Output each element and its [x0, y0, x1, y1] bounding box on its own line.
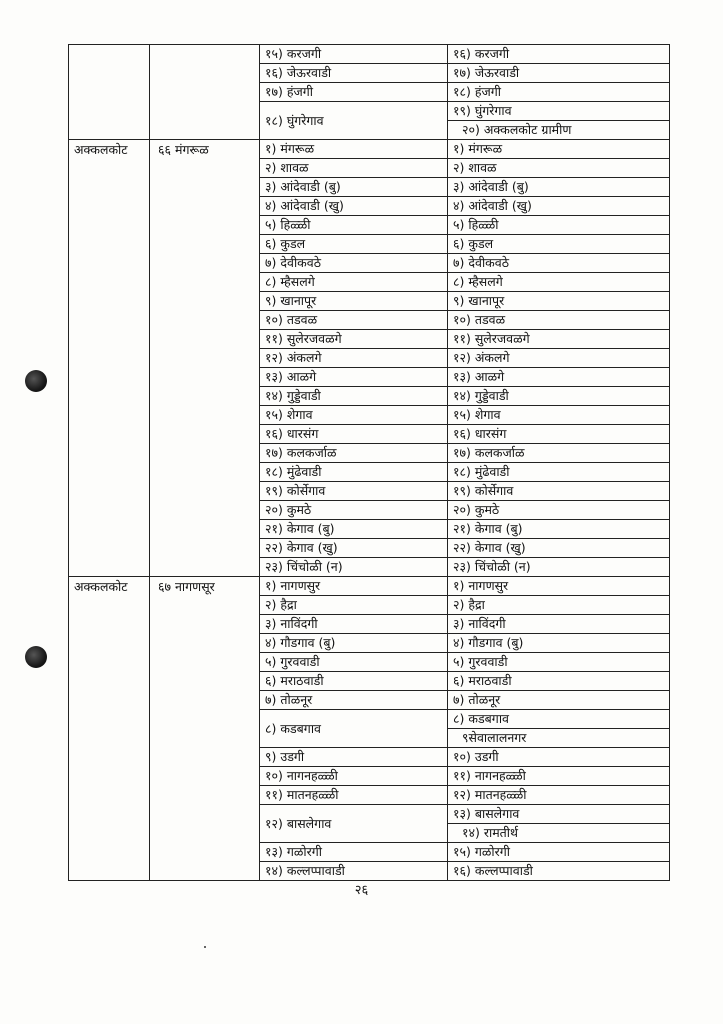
old-village-cell: १९) कोर्सेगाव — [260, 482, 448, 501]
new-village-cell: १२) मातनहळ्ळी — [448, 786, 670, 805]
old-village-cell: १७) हंजगी — [260, 83, 448, 102]
village-table — [68, 44, 670, 881]
new-village-cell: ५) गुरववाडी — [448, 653, 670, 672]
new-village-cell: ६) मराठवाडी — [448, 672, 670, 691]
old-village-cell: १६) जेऊरवाडी — [260, 64, 448, 83]
new-village-cell: ९सेवालालनगर — [448, 729, 670, 748]
new-village-cell: १८) मुंढेवाडी — [448, 463, 670, 482]
new-village-cell: २) हैद्रा — [448, 596, 670, 615]
old-village-cell: १०) तडवळ — [260, 311, 448, 330]
table-row — [69, 45, 670, 64]
new-village-cell: ५) हिळ्ळी — [448, 216, 670, 235]
village-table-body — [69, 45, 670, 881]
old-village-cell: ७) देवीकवठे — [260, 254, 448, 273]
new-village-cell: १९) घुंगरेगाव — [448, 102, 670, 121]
new-village-cell: ७) देवीकवठे — [448, 254, 670, 273]
new-village-cell: २०) अक्कलकोट ग्रामीण — [448, 121, 670, 140]
new-village-cell: ८) कडबगाव — [448, 710, 670, 729]
old-village-cell: २०) कुमठे — [260, 501, 448, 520]
new-village-cell: १३) आळगे — [448, 368, 670, 387]
old-village-cell: १२) बासलेगाव — [260, 805, 448, 843]
new-village-cell: १६) धारसंग — [448, 425, 670, 444]
new-village-cell: १४) गुड्डेवाडी — [448, 387, 670, 406]
revenue-circle-cell — [150, 45, 260, 140]
old-village-cell: २२) केगाव (खु) — [260, 539, 448, 558]
old-village-cell: ४) आंदेवाडी (खु) — [260, 197, 448, 216]
old-village-cell: ७) तोळनूर — [260, 691, 448, 710]
old-village-cell: १३) गळोरगी — [260, 843, 448, 862]
punch-hole — [25, 646, 47, 668]
new-village-cell: ४) आंदेवाडी (खु) — [448, 197, 670, 216]
old-village-cell: १८) घुंगरेगाव — [260, 102, 448, 140]
revenue-circle-cell: ६७ नागणसूर — [150, 577, 260, 881]
new-village-cell: ६) कुडल — [448, 235, 670, 254]
old-village-cell: ५) गुरववाडी — [260, 653, 448, 672]
scan-speck — [204, 946, 206, 948]
new-village-cell: १७) जेऊरवाडी — [448, 64, 670, 83]
new-village-cell: १२) अंकलगे — [448, 349, 670, 368]
old-village-cell: १५) करजगी — [260, 45, 448, 64]
old-village-cell: १८) मुंढेवाडी — [260, 463, 448, 482]
old-village-cell: ४) गौडगाव (बु) — [260, 634, 448, 653]
old-village-cell: ९) उडगी — [260, 748, 448, 767]
old-village-cell: ८) कडबगाव — [260, 710, 448, 748]
old-village-cell: ६) कुडल — [260, 235, 448, 254]
old-village-cell: ५) हिळ्ळी — [260, 216, 448, 235]
old-village-cell: ३) नाविंदगी — [260, 615, 448, 634]
new-village-cell: ४) गौडगाव (बु) — [448, 634, 670, 653]
new-village-cell: २१) केगाव (बु) — [448, 520, 670, 539]
old-village-cell: २३) चिंचोळी (न) — [260, 558, 448, 577]
old-village-cell: ११) सुलेरजवळगे — [260, 330, 448, 349]
new-village-cell: २०) कुमठे — [448, 501, 670, 520]
old-village-cell: ८) म्हैसलगे — [260, 273, 448, 292]
old-village-cell: १०) नागनहळ्ळी — [260, 767, 448, 786]
new-village-cell: १८) हंजगी — [448, 83, 670, 102]
new-village-cell: २३) चिंचोळी (न) — [448, 558, 670, 577]
new-village-cell: १३) बासलेगाव — [448, 805, 670, 824]
old-village-cell: १) नागणसुर — [260, 577, 448, 596]
taluka-cell: अक्कलकोट — [69, 140, 150, 577]
new-village-cell: १) नागणसुर — [448, 577, 670, 596]
old-village-cell: १२) अंकलगे — [260, 349, 448, 368]
old-village-cell: १) मंगरूळ — [260, 140, 448, 159]
new-village-cell: १५) गळोरगी — [448, 843, 670, 862]
old-village-cell: २) शावळ — [260, 159, 448, 178]
old-village-cell: १५) शेगाव — [260, 406, 448, 425]
table-row — [69, 577, 670, 596]
new-village-cell: २२) केगाव (खु) — [448, 539, 670, 558]
old-village-cell: १४) गुड्डेवाडी — [260, 387, 448, 406]
old-village-cell: ३) आंदेवाडी (बु) — [260, 178, 448, 197]
revenue-circle-cell: ६६ मंगरूळ — [150, 140, 260, 577]
page-number: २६ — [354, 883, 369, 898]
new-village-cell: १४) रामतीर्थ — [448, 824, 670, 843]
taluka-cell — [69, 45, 150, 140]
old-village-cell: १७) कलकर्जाळ — [260, 444, 448, 463]
new-village-cell: १५) शेगाव — [448, 406, 670, 425]
new-village-cell: ८) म्हैसलगे — [448, 273, 670, 292]
taluka-cell: अक्कलकोट — [69, 577, 150, 881]
punch-hole — [25, 370, 47, 392]
new-village-cell: १९) कोर्सेगाव — [448, 482, 670, 501]
new-village-cell: १) मंगरूळ — [448, 140, 670, 159]
new-village-cell: ११) सुलेरजवळगे — [448, 330, 670, 349]
old-village-cell: ६) मराठवाडी — [260, 672, 448, 691]
old-village-cell: ११) मातनहळ्ळी — [260, 786, 448, 805]
new-village-cell: २) शावळ — [448, 159, 670, 178]
new-village-cell: १०) तडवळ — [448, 311, 670, 330]
old-village-cell: १३) आळगे — [260, 368, 448, 387]
old-village-cell: २१) केगाव (बु) — [260, 520, 448, 539]
new-village-cell: १६) कल्लप्पावाडी — [448, 862, 670, 881]
old-village-cell: ९) खानापूर — [260, 292, 448, 311]
new-village-cell: ७) तोळनूर — [448, 691, 670, 710]
old-village-cell: १४) कल्लप्पावाडी — [260, 862, 448, 881]
new-village-cell: ११) नागनहळ्ळी — [448, 767, 670, 786]
old-village-cell: १६) धारसंग — [260, 425, 448, 444]
table-row — [69, 140, 670, 159]
new-village-cell: १६) करजगी — [448, 45, 670, 64]
old-village-cell: २) हैद्रा — [260, 596, 448, 615]
new-village-cell: १०) उडगी — [448, 748, 670, 767]
new-village-cell: १७) कलकर्जाळ — [448, 444, 670, 463]
new-village-cell: ३) नाविंदगी — [448, 615, 670, 634]
new-village-cell: ९) खानापूर — [448, 292, 670, 311]
new-village-cell: ३) आंदेवाडी (बु) — [448, 178, 670, 197]
